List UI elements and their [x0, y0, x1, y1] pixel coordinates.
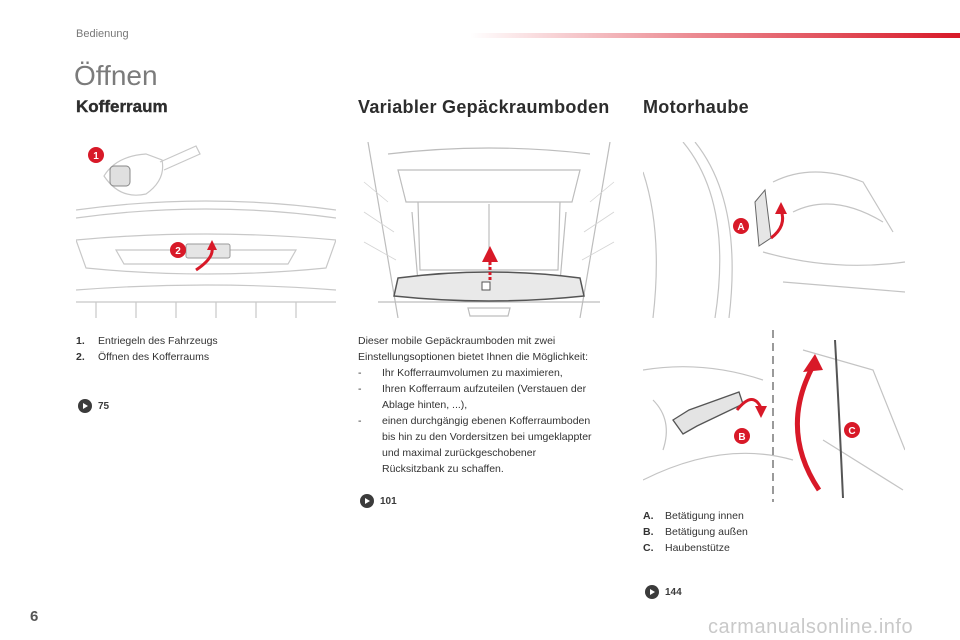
page-ref-number: 144 [665, 586, 682, 598]
list-key: C. [643, 542, 654, 554]
cargo-floor-description [358, 333, 633, 477]
heading-cargo-floor: Variabler Gepäckraumboden [358, 97, 610, 117]
list-text [382, 381, 586, 413]
list-line: einen durchgängig ebenen Kofferraumboden [382, 415, 591, 427]
list-line: Ihren Kofferraum aufzuteilen (Verstauen der [382, 383, 587, 395]
list-item [643, 508, 903, 524]
page-title: Öffnen [74, 60, 158, 91]
list-item [358, 381, 633, 413]
callout-b: B [738, 432, 746, 443]
list-dash: - [358, 383, 362, 395]
list-text: Entriegeln des Fahrzeugs [98, 335, 218, 347]
list-item [643, 524, 903, 540]
list-key: A. [643, 510, 654, 522]
illustration-cargo-floor [358, 142, 620, 318]
page-ref-trunk[interactable] [78, 399, 109, 413]
page-ref-number: 75 [98, 400, 110, 412]
list-text: Betätigung innen [665, 510, 744, 522]
callout-c: C [848, 426, 856, 437]
watermark: carmanualsonline.info [708, 616, 914, 638]
play-circle-icon [78, 399, 92, 413]
list-key: B. [643, 526, 654, 538]
list-key: 2. [76, 351, 85, 363]
page-ref-cargo-floor[interactable] [360, 494, 397, 508]
list-item [358, 365, 633, 381]
list-text [382, 413, 592, 477]
page-number: 6 [30, 608, 39, 625]
intro-line: Einstellungsoptionen bietet Ihnen die Möglichkeit: [358, 351, 588, 363]
list-line: Rücksitzbank zu schaffen. [382, 463, 504, 475]
callout-1: 1 [93, 151, 99, 162]
list-item [76, 333, 336, 349]
list-text: Haubenstütze [665, 542, 730, 554]
list-line: und maximal zurückgeschobener [382, 447, 537, 459]
list-key: 1. [76, 335, 85, 347]
list-dash: - [358, 367, 362, 379]
heading-kofferraum: Kofferraum [76, 97, 168, 116]
illustration-bonnet-exterior [643, 330, 905, 502]
list-dash: - [358, 415, 362, 427]
bonnet-legend [643, 508, 903, 556]
list-text: Öffnen des Kofferraums [98, 351, 210, 363]
list-item [358, 413, 633, 477]
list-item [643, 540, 903, 556]
accent-bar [470, 33, 960, 38]
list-text: Betätigung außen [665, 526, 748, 538]
intro-line: Dieser mobile Gepäckraumboden mit zwei [358, 335, 556, 347]
page-ref-bonnet[interactable] [645, 585, 682, 599]
illustration-bonnet-interior [643, 142, 905, 318]
page-ref-number: 101 [380, 495, 397, 507]
list-item [76, 349, 336, 365]
section-label: Bedienung [76, 28, 129, 40]
callout-2: 2 [175, 246, 181, 257]
trunk-steps [76, 333, 336, 365]
heading-bonnet: Motorhaube [643, 97, 749, 117]
play-circle-icon [645, 585, 659, 599]
play-circle-icon [360, 494, 374, 508]
callout-a: A [737, 222, 745, 233]
list-line: Ablage hinten, ...), [382, 399, 468, 411]
list-line: bis hin zu den Vordersitzen bei umgeklappter [382, 431, 592, 443]
illustration-trunk [76, 140, 336, 318]
list-text: Ihr Kofferraumvolumen zu maximieren, [382, 367, 563, 379]
